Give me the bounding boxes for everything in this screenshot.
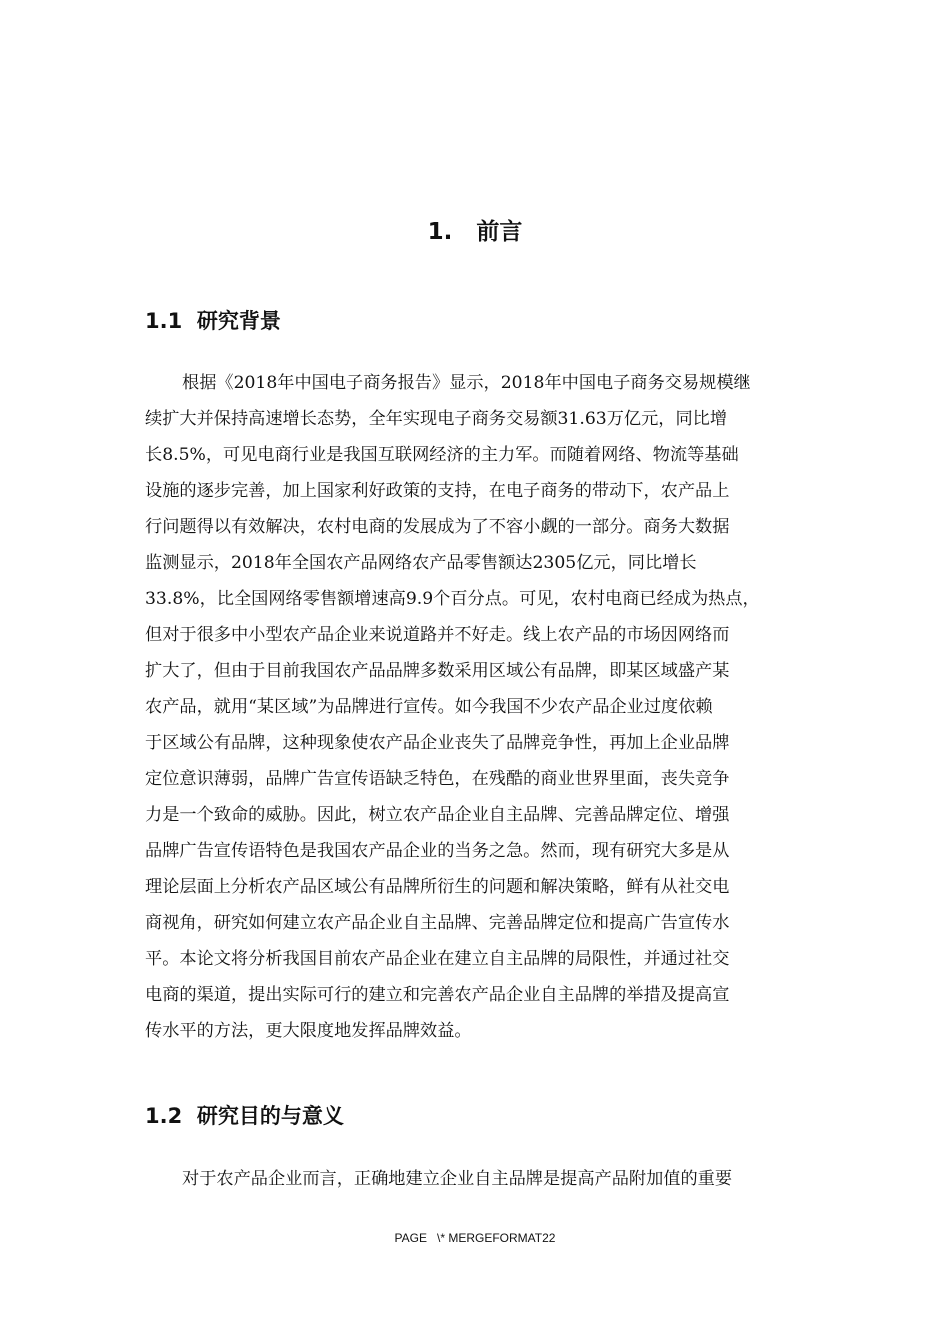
paragraph-line: 平。本论文将分析我国目前农产品企业在建立自主品牌的局限性，并通过社交 xyxy=(145,949,730,969)
page-footer: PAGE \* MERGEFORMAT22 xyxy=(394,1231,556,1245)
paragraph-line: 定位意识薄弱，品牌广告宣传语缺乏特色，在残酷的商业世界里面，丧失竞争 xyxy=(145,769,730,789)
paragraph-line: 行问题得以有效解决，农村电商的发展成为了不容小觑的一部分。商务大数据 xyxy=(145,517,730,537)
paragraph-line: 电商的渠道，提出实际可行的建立和完善农产品企业自主品牌的举措及提高宣 xyxy=(145,985,730,1005)
paragraph-line: 但对于很多中小型农产品企业来说道路并不好走。线上农产品的市场因网络而 xyxy=(145,625,730,645)
section-heading-purpose: 1.2 研究目的与意义 xyxy=(145,1104,344,1128)
paragraph-line: 扩大了，但由于目前我国农产品品牌多数采用区域公有品牌，即某区域盛产某 xyxy=(145,661,730,681)
paragraph-line: 长8.5%，可见电商行业是我国互联网经济的主力军。而随着网络、物流等基础 xyxy=(145,445,739,465)
paragraph-line: 传水平的方法，更大限度地发挥品牌效益。 xyxy=(145,1021,472,1041)
paragraph-line: 33.8%，比全国网络零售额增速高9.9个百分点。可见，农村电商已经成为热点， xyxy=(145,589,760,609)
section-heading-background: 1.1 研究背景 xyxy=(145,309,281,333)
paragraph-line: 根据《2018年中国电子商务报告》显示，2018年中国电子商务交易规模继 xyxy=(182,373,751,393)
paragraph-line: 监测显示，2018年全国农产品网络农产品零售额达2305亿元，同比增长 xyxy=(145,553,697,573)
paragraph-line: 设施的逐步完善，加上国家利好政策的支持，在电子商务的带动下，农产品上 xyxy=(145,481,730,501)
paragraph-line: 理论层面上分析农产品区域公有品牌所衍生的问题和解决策略，鲜有从社交电 xyxy=(145,877,730,897)
paragraph-line: 力是一个致命的威胁。因此，树立农产品企业自主品牌、完善品牌定位、增强 xyxy=(145,805,730,825)
chapter-title: 1. 前言 xyxy=(427,219,523,245)
paragraph-line: 对于农产品企业而言，正确地建立企业自主品牌是提高产品附加值的重要 xyxy=(182,1169,733,1189)
paragraph-line: 农产品，就用“某区域”为品牌进行宣传。如今我国不少农产品企业过度依赖 xyxy=(145,697,713,717)
paragraph-line: 于区域公有品牌，这种现象使农产品企业丧失了品牌竞争性，再加上企业品牌 xyxy=(145,733,730,753)
paragraph-line: 商视角，研究如何建立农产品企业自主品牌、完善品牌定位和提高广告宣传水 xyxy=(145,913,730,933)
paragraph-line: 续扩大并保持高速增长态势，全年实现电子商务交易额31.63万亿元，同比增 xyxy=(145,409,728,429)
paragraph-line: 品牌广告宣传语特色是我国农产品企业的当务之急。然而，现有研究大多是从 xyxy=(145,841,730,861)
